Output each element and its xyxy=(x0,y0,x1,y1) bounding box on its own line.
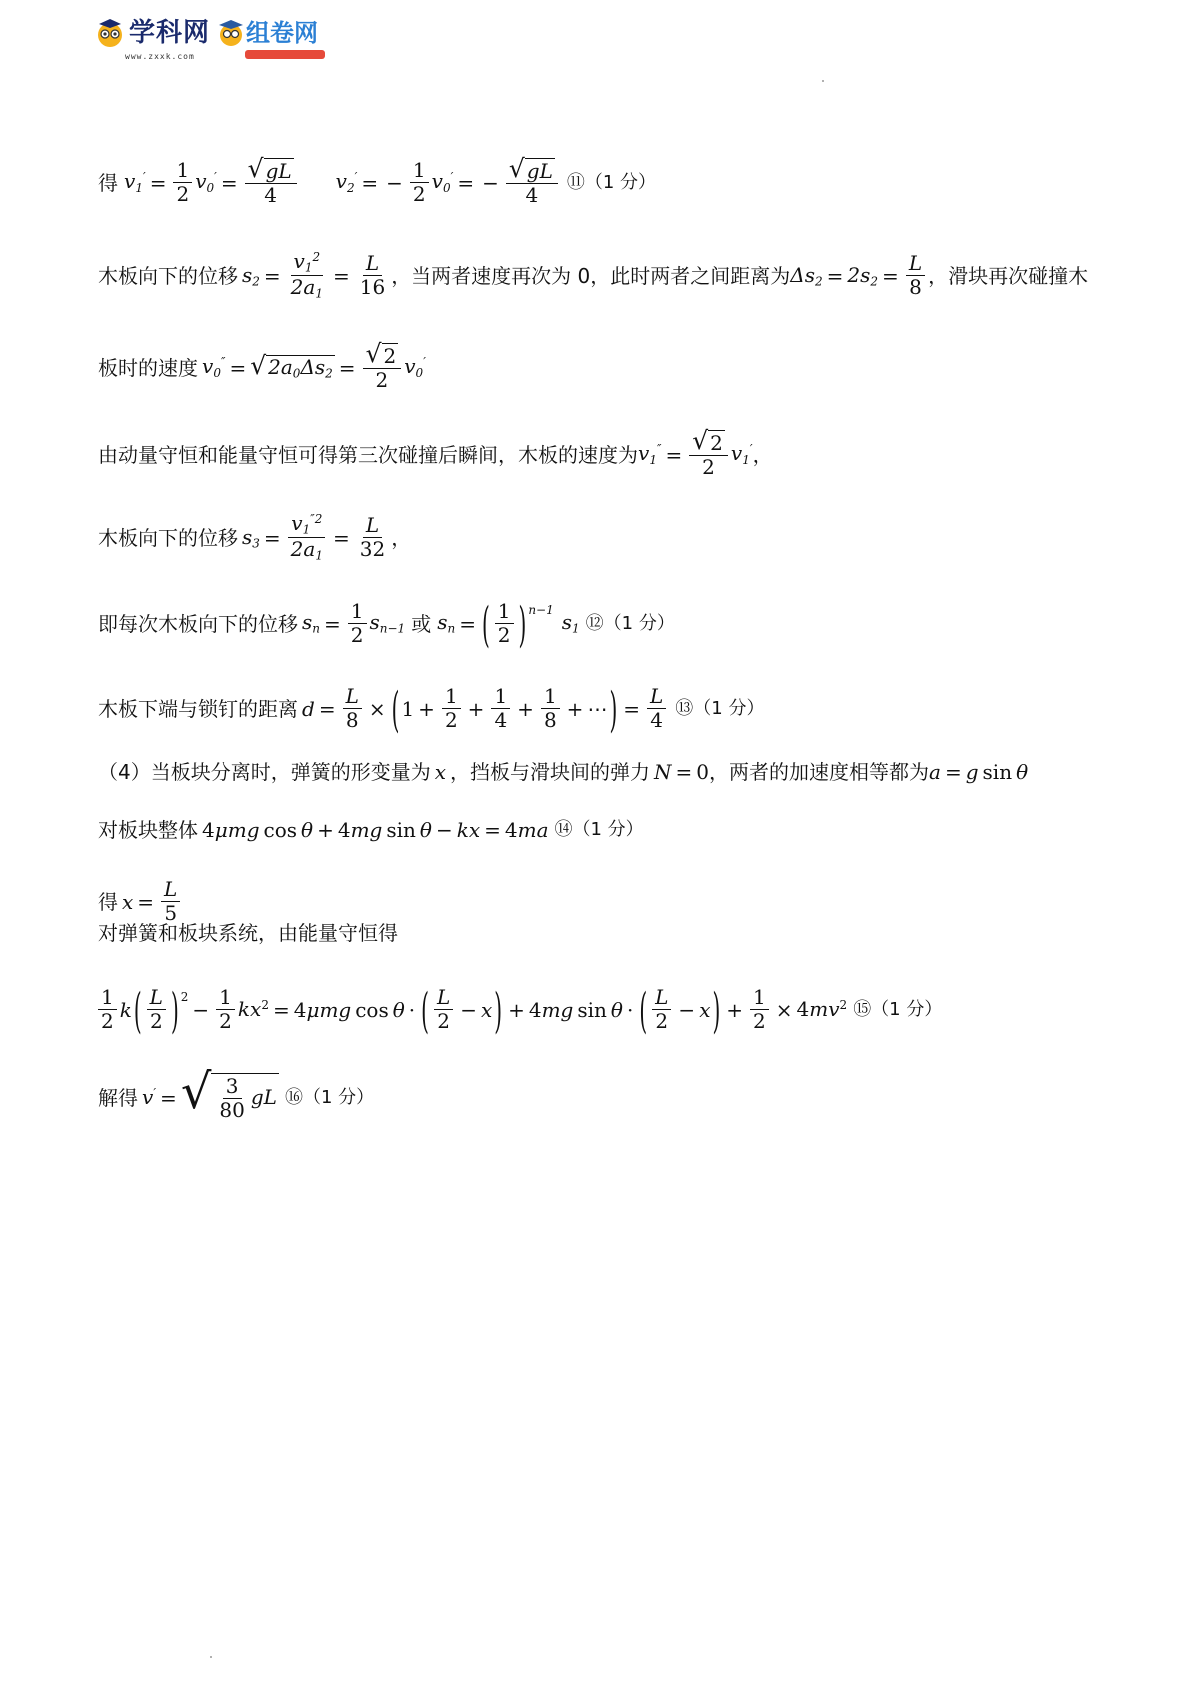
solution-line-4: 由动量守恒和能量守恒可得第三次碰撞后瞬间，木板的速度为 $v_1''$ = √ 2 2 $v_1'$ ， xyxy=(98,426,773,479)
solution-line-7: 木板下端与锁钉的距离 d = $\frac{L}{8}$ × ( 1 + $\frac{1}{2}$ + $\frac{1}{4}$ + $\frac{1}{8}$ + ⋯ ) = $\frac{L}{4}$ ⑬（1 分） xyxy=(98,679,765,738)
solution-line-8: （4）当板块分离时，弹簧的形变量为 x ，挡板与滑块间的弹力 N = 0 ，两者的加速度相等都为 a = g sin θ xyxy=(98,760,1029,784)
solution-line-1: 得 $v_1'$ = $\frac{1}{2}$ $v_0'$ = √ gL 4 $v_2'$ = − $\frac{1}{2}$ $v_0'$ = − √ gL 4 ⑪（1 分） xyxy=(98,154,657,207)
footer-speck xyxy=(210,1656,212,1658)
solution-line-9: 对板块整体 4μmg cos θ + 4mg sin θ − kx = 4ma ⑭（1 分） xyxy=(98,818,644,842)
solution-line-2: 木板向下的位移 $s_2$ = $\frac{v_1^2}{2a_1}$ = $\frac{L}{16}$ ，当两者速度再次为 0，此时两者之间距离为 $\Delta s_2$ = $2s_2$ = $\frac{L}{8}$ ，滑块再次碰撞木 xyxy=(98,249,1089,301)
solution-line-6: 即每次木板向下的位移 $s_n$ = $\frac{1}{2}$ $s_{n-1}$ 或 $s_n$ = ( $\frac{1}{2}$ ) $^{n-1}$ $s_1$ ⑫（1 分） xyxy=(98,594,675,653)
logo1-url: www.zxxk.com xyxy=(125,52,195,61)
solution-line-10: 得 x = $\frac{L}{5}$ xyxy=(98,878,183,925)
logo2-tag xyxy=(245,50,325,59)
solution-line-11: 对弹簧和板块系统，由能量守恒得 xyxy=(98,921,398,945)
solution-line-12: $\frac{1}{2}$ k ( $\frac{L}{2}$ ) $^2$ − $\frac{1}{2}$ $kx^2$ = 4μmg cos θ · ( $\frac{L}{2}$ − x ) + 4mg sin θ · ( $\frac{L}{2}$ − x ) + $\frac{1}{2}$ × $4mv^2$ ⑮（1 分） xyxy=(98,986,942,1033)
zxxk-logo xyxy=(95,18,319,61)
owl-graduate-icon xyxy=(216,18,246,48)
owl-logo-icon xyxy=(95,18,125,48)
solution-line-5: 木板向下的位移 $s_3$ = $\frac{v_1^{''2}}{2a_1}$ = $\frac{L}{32}$ ， xyxy=(98,511,412,563)
logo2-text: 组卷网 xyxy=(246,19,319,47)
speck xyxy=(822,80,824,82)
solution-line-3: 板时的速度 $v_0''$ = √ $2a_0\Delta s_2$ = √ 2 2 $v_0'$ xyxy=(98,339,426,392)
solution-line-13: 解得 v′ = √ $\frac{3}{80}$ gL ⑯（1 分） xyxy=(98,1064,375,1122)
logo1-text: 学科网 xyxy=(129,18,211,48)
